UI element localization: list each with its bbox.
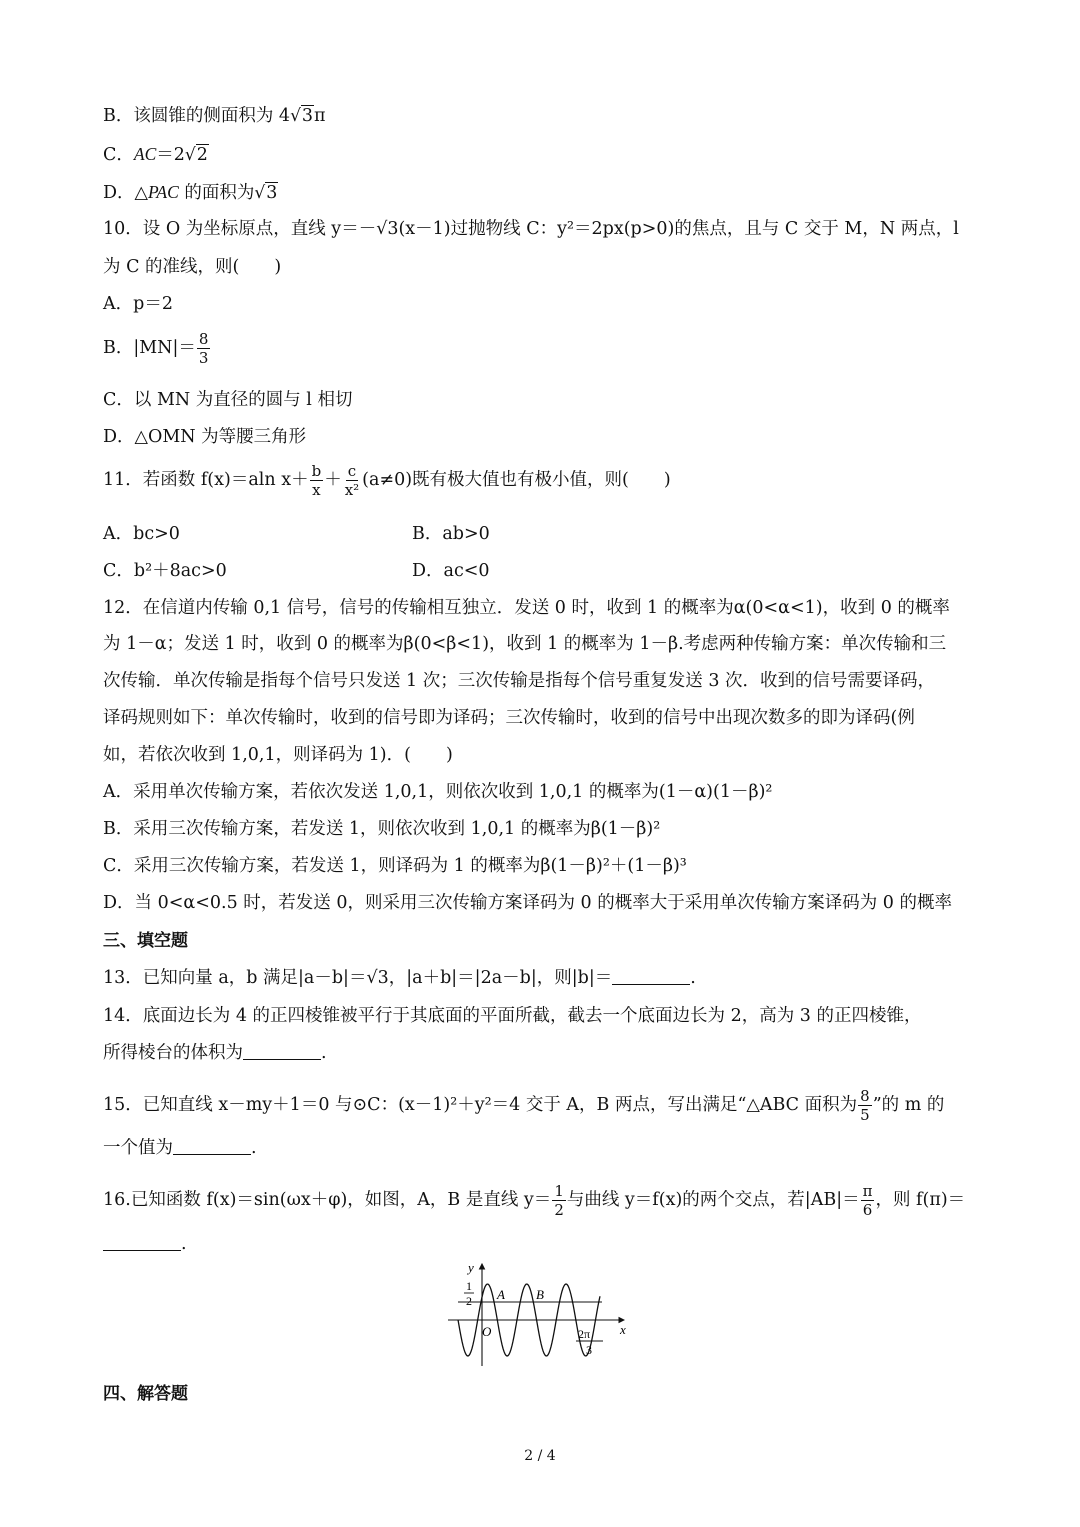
q10-stem-line2: 为 C 的准线，则( ) (103, 257, 282, 277)
q10-option-b: B．|MN|＝ $\frac{8}{3}$ (103, 330, 209, 367)
q11-stem: 11．若函数 f(x)＝aln x＋ $\frac{b}{x}$ ＋ $\frac{c}{\text{x²}}$ (a≠0)既有极大值也有极小值，则( ) (103, 462, 671, 499)
fraction: $\frac{b}{x}$ (311, 462, 322, 499)
point-a-label: A (497, 1287, 505, 1302)
q10-option-a: A．p＝2 (103, 294, 173, 314)
q16-stem: 16.已知函数 f(x)＝sin(ωx＋φ)，如图，A，B 是直线 y＝ $\frac{1}{2}$ 与曲线 y＝f(x)的两个交点，若|AB|＝ $\frac{\pi}{6}$ ，则 f(π)＝ (103, 1182, 966, 1219)
q14-stem-line1: 14．底面边长为 4 的正四棱锥被平行于其底面的平面所截，截去一个底面边长为 2，高为 3 的正四棱锥， (103, 1006, 922, 1026)
sqrt-sign: √3 (290, 106, 314, 126)
q10-option-d: D．△OMN 为等腰三角形 (103, 427, 307, 447)
q12-option-b: B．采用三次传输方案，若发送 1，则依次收到 1,0,1 的概率为β(1－β)² (103, 819, 661, 839)
q12-stem-line2: 为 1－α；发送 1 时，收到 0 的概率为β(0<β<1)，收到 1 的概率为 1－β.考虑两种传输方案：单次传输和三 (103, 634, 947, 654)
tick-numerator: 2π (578, 1327, 591, 1341)
q11-option-d: D．ac<0 (412, 561, 490, 581)
q12-stem-line4: 译码规则如下：单次传输时，收到的信号即为译码；三次传输时，收到的信号中出现次数多的即为译码(例 (103, 708, 915, 728)
section-heading-solutions: 四、解答题 (103, 1384, 188, 1404)
q12-stem-line5: 如，若依次收到 1,0,1，则译码为 1)．( ) (103, 745, 453, 765)
q15-stem: 15．已知直线 x－my＋1＝0 与⊙C：(x－1)²＋y²＝4 交于 A，B 两点，写出满足“△ABC 面积为 $\frac{8}{5}$ ”的 m 的 (103, 1087, 945, 1124)
q12-stem-line1: 12．在信道内传输 0,1 信号，信号的传输相互独立．发送 0 时，收到 1 的概率为α(0<α<1)，收到 0 的概率 (103, 598, 950, 618)
origin-label: O (482, 1324, 492, 1339)
answer-blank (612, 966, 690, 985)
q14-stem-line2: 所得棱台的体积为 . (103, 1043, 327, 1063)
sqrt-sign: √2 (184, 145, 208, 165)
section-heading-fill-in: 三、填空题 (103, 931, 188, 951)
q13-stem: 13．已知向量 a，b 满足|a－b|＝√3，|a＋b|＝|2a－b|，则|b|＝ . (103, 968, 696, 988)
q11-option-a: A．bc>0 (103, 524, 180, 544)
fraction: $\frac{8}{3}$ (198, 330, 209, 367)
q16-stem-line2: . (103, 1232, 187, 1256)
fraction: $\frac{c}{\text{x²}}$ (344, 462, 360, 499)
y-axis-label: y (468, 1260, 474, 1275)
page-number: 2 / 4 (524, 1448, 556, 1464)
q15-stem-line2: 一个值为 . (103, 1138, 257, 1158)
q11-option-c: C．b²＋8ac>0 (103, 561, 227, 581)
q10-option-c: C．以 MN 为直径的圆与 l 相切 (103, 390, 353, 410)
q11-option-b: B．ab>0 (412, 524, 490, 544)
sqrt-sign: √3 (254, 183, 278, 203)
half-denominator: 2 (466, 1294, 472, 1308)
q9-option-d: D．△PAC 的面积为√3 (103, 182, 278, 203)
sine-graph-figure (440, 1258, 640, 1370)
tick-denominator: 3 (586, 1343, 592, 1357)
point-b-label: B (536, 1287, 544, 1302)
q12-option-c: C．采用三次传输方案，若发送 1，则译码为 1 的概率为β(1－β)²＋(1－β)³ (103, 856, 687, 876)
answer-blank (173, 1136, 251, 1155)
q9-option-b: B．该圆锥的侧面积为 4√3π (103, 106, 326, 126)
q10-stem-line1: 10．设 O 为坐标原点，直线 y＝－√3(x－1)过抛物线 C：y²＝2px(p>0)的焦点，且与 C 交于 M，N 两点，l (103, 219, 959, 239)
q12-option-a: A．采用单次传输方案，若依次发送 1,0,1，则依次收到 1,0,1 的概率为(1－α)(1－β)² (103, 782, 773, 802)
x-axis-label: x (620, 1322, 626, 1337)
fraction: $\frac{8}{5}$ (860, 1087, 870, 1124)
q9-option-c: C．AC＝2√2 (103, 144, 208, 165)
fraction: $\frac{\pi}{6}$ (862, 1182, 873, 1219)
answer-blank (103, 1232, 181, 1251)
q12-option-d: D．当 0<α<0.5 时，若发送 0，则采用三次传输方案译码为 0 的概率大于采用单次传输方案译码为 0 的概率 (103, 893, 952, 913)
answer-blank (243, 1041, 321, 1060)
half-numerator: 1 (466, 1279, 472, 1293)
q12-stem-line3: 次传输．单次传输是指每个信号只发送 1 次；三次传输是指每个信号重复发送 3 次．收到的信号需要译码， (103, 671, 936, 691)
fraction: $\frac{1}{2}$ (554, 1182, 564, 1219)
